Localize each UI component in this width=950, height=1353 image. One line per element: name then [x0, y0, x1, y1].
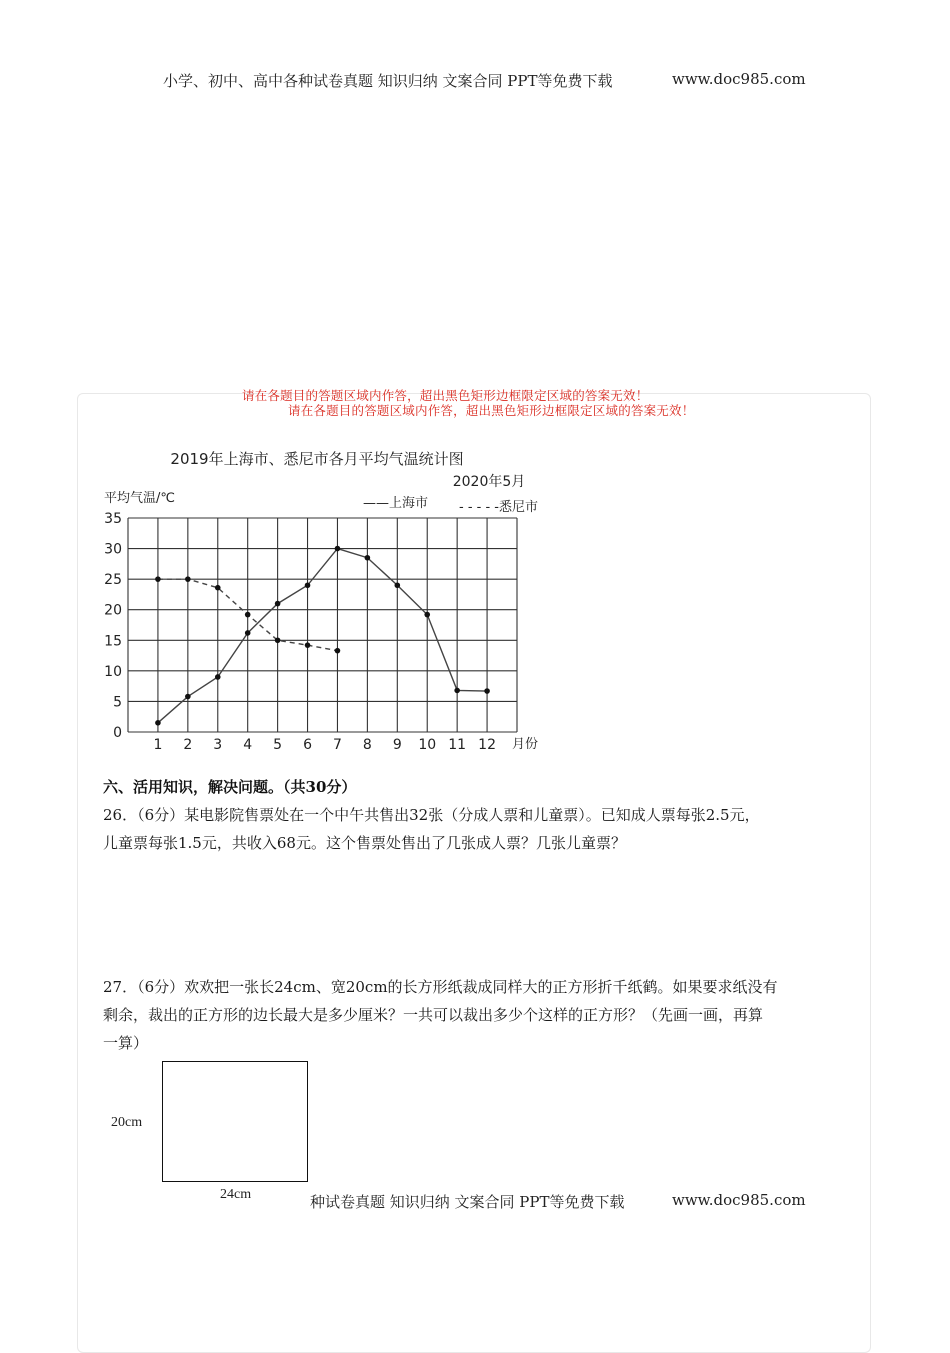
x-tick-label: 5	[273, 737, 283, 753]
answer-warning-2: 请在各题目的答题区域内作答，超出黑色矩形边框限定区域的答案无效！	[288, 403, 695, 418]
q27-line-2: 剩余，裁出的正方形的边长最大是多少厘米？一共可以裁出多少个这样的正方形？（先画一画，再算	[103, 1006, 764, 1024]
section-6-title: 六、活用知识，解决问题。（共30分）	[103, 778, 357, 796]
data-point-shanghai	[155, 720, 161, 726]
x-tick-label: 6	[303, 737, 312, 753]
q27-line-3: 一算）	[103, 1034, 149, 1052]
q26-line-1: 26．（6分）某电影院售票处在一个中午共售出32张（分成人票和儿童票）。已知成人票每张2.5元，	[103, 806, 760, 824]
x-tick-label: 12	[478, 737, 496, 753]
data-point-shanghai	[215, 674, 221, 680]
chart-date: 2020年5月	[452, 474, 526, 490]
paper-rectangle-diagram	[162, 1061, 308, 1182]
y-tick-label: 10	[104, 663, 122, 680]
x-tick-label: 10	[418, 737, 437, 753]
rect-width-label: 24cm	[220, 1187, 252, 1202]
header-text: 小学、初中、高中各种试卷真题 知识归纳 文案合同 PPT等免费下载	[163, 72, 613, 90]
data-point-shanghai	[424, 612, 430, 618]
footer-site: www.doc985.com	[672, 1191, 806, 1209]
y-tick-label: 15	[104, 633, 122, 650]
data-point-sydney	[185, 576, 191, 582]
data-point-sydney	[305, 642, 311, 648]
q26-line-2: 儿童票每张1.5元，共收入68元。这个售票处售出了几张成人票？几张儿童票？	[103, 834, 626, 852]
legend-sydney: - - - - -悉尼市	[459, 500, 538, 515]
x-tick-label: 2	[183, 737, 193, 753]
header-site: www.doc985.com	[672, 70, 806, 88]
x-tick-label: 1	[153, 737, 163, 753]
data-point-sydney	[215, 585, 221, 591]
rect-height-label: 20cm	[111, 1115, 143, 1130]
x-tick-label: 3	[213, 737, 223, 753]
x-tick-label: 7	[333, 737, 342, 753]
data-point-shanghai	[305, 582, 311, 588]
chart-ylabel: 平均气温/℃	[104, 491, 175, 506]
y-tick-label: 0	[113, 725, 122, 741]
data-point-shanghai	[275, 601, 281, 607]
data-point-sydney	[245, 612, 251, 618]
y-tick-label: 35	[104, 511, 122, 527]
x-tick-label: 9	[392, 737, 402, 753]
y-tick-label: 25	[104, 572, 122, 589]
data-point-shanghai	[335, 546, 341, 552]
data-point-shanghai	[185, 694, 191, 700]
series-line-shanghai	[158, 549, 487, 723]
data-point-shanghai	[484, 688, 490, 694]
data-point-shanghai	[395, 582, 401, 588]
q27-line-1: 27．（6分）欢欢把一张长24cm、宽20cm的长方形纸裁成同样大的正方形折千纸鹤。如果要求纸没有	[103, 978, 778, 996]
x-tick-label: 4	[243, 737, 253, 753]
chart-xlabel: 月份	[512, 737, 539, 752]
data-point-shanghai	[245, 630, 251, 636]
legend-shanghai: ——上海市	[363, 496, 429, 511]
data-point-sydney	[275, 637, 281, 643]
data-point-sydney	[335, 648, 341, 654]
y-tick-label: 20	[104, 602, 122, 619]
y-tick-label: 30	[104, 541, 122, 558]
data-point-shanghai	[365, 555, 371, 561]
x-tick-label: 8	[362, 737, 372, 753]
y-tick-label: 5	[113, 694, 122, 711]
chart-title: 2019年上海市、悉尼市各月平均气温统计图	[170, 450, 464, 468]
answer-warning-1: 请在各题目的答题区域内作答，超出黑色矩形边框限定区域的答案无效！	[242, 388, 649, 403]
x-tick-label: 11	[448, 737, 467, 753]
data-point-sydney	[155, 576, 161, 582]
footer-text: 种试卷真题 知识归纳 文案合同 PPT等免费下载	[310, 1193, 625, 1211]
data-point-shanghai	[454, 688, 460, 694]
